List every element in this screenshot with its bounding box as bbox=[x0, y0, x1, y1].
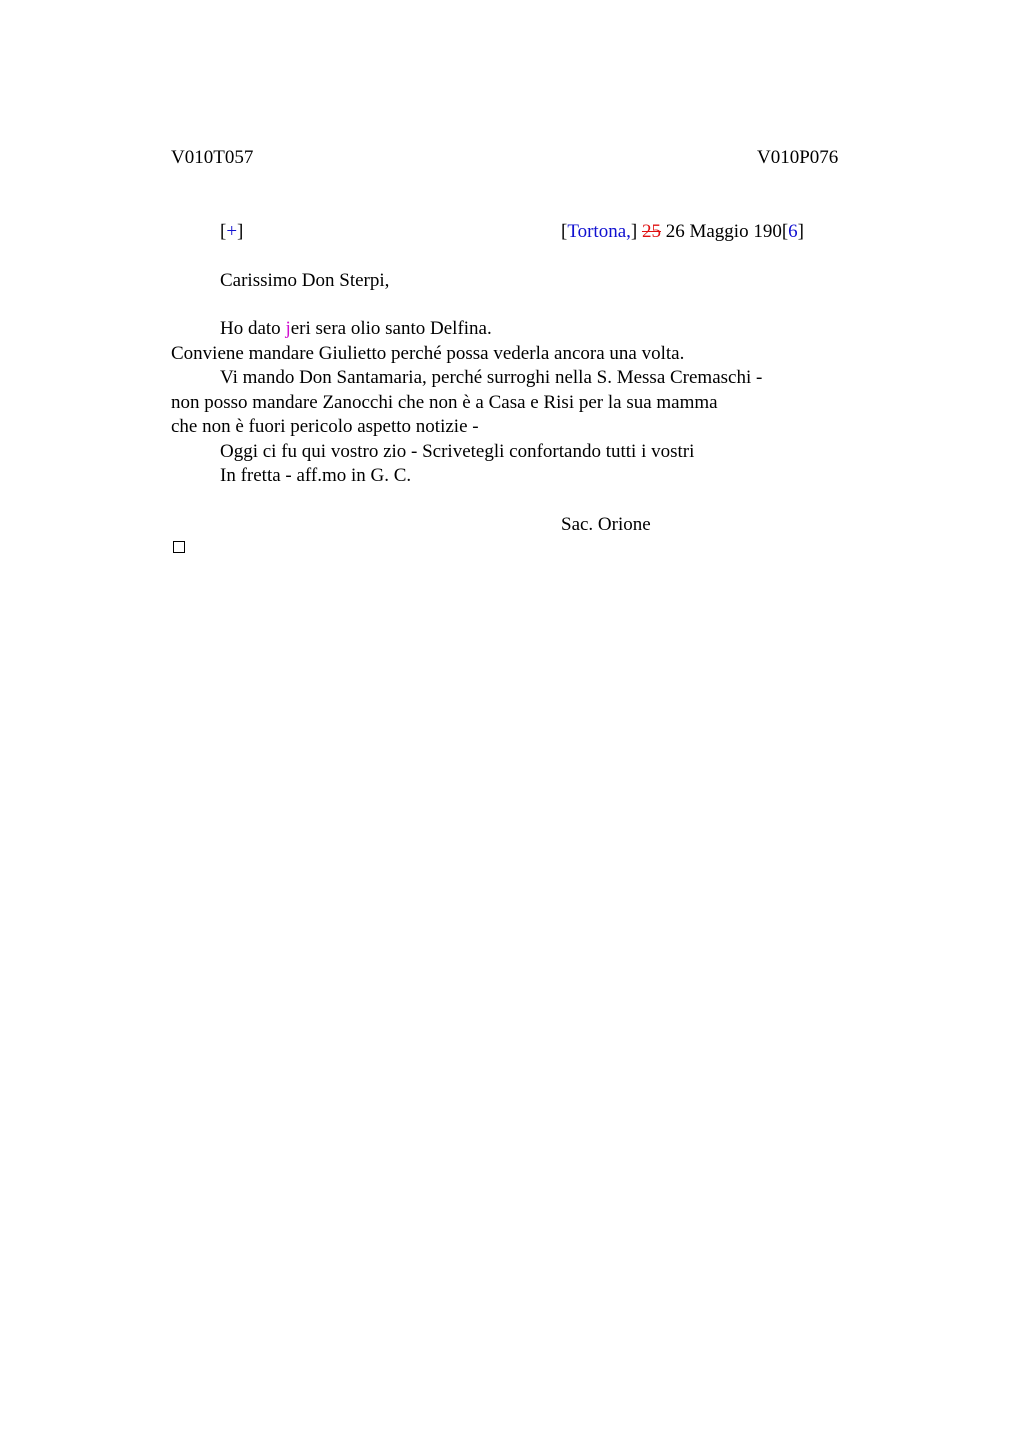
document-code-left: V010T057 bbox=[171, 147, 254, 168]
body-line-3: Vi mando Don Santamaria, perché surroghi nella S. Messa Cremaschi - bbox=[220, 367, 763, 388]
body-line-5: che non è fuori pericolo aspetto notizie - bbox=[171, 416, 479, 437]
end-marker-box bbox=[173, 541, 185, 553]
body-line-1-end: eri sera olio santo Delfina. bbox=[290, 318, 492, 339]
body-line-1 bbox=[220, 317, 492, 341]
dateline-close-bracket: ] bbox=[630, 221, 638, 242]
signature: Sac. Orione bbox=[561, 514, 651, 535]
body-line-2: Conviene mandare Giulietto perché possa vederla ancora una volta. bbox=[171, 343, 685, 364]
dateline-open-bracket: [ bbox=[561, 221, 568, 242]
body-line-4: non posso mandare Zanocchi che non è a Casa e Risi per la sua mamma bbox=[171, 392, 718, 413]
cross-symbol: + bbox=[226, 221, 238, 242]
year-open-bracket: [ bbox=[781, 221, 789, 242]
dateline-date: 26 Maggio 190 bbox=[665, 221, 782, 242]
body-line-7: In fretta - aff.mo in G. C. bbox=[220, 465, 412, 486]
salutation: Carissimo Don Sterpi, bbox=[220, 270, 390, 291]
cross-open-bracket: [ bbox=[220, 221, 227, 242]
body-line-6: Oggi ci fu qui vostro zio - Scrivetegli confortando tutti i vostri bbox=[220, 441, 695, 462]
cross-mark bbox=[220, 220, 243, 244]
corrected-letter: j bbox=[285, 318, 291, 339]
dateline-place: Tortona, bbox=[567, 221, 631, 242]
document-code-right: V010P076 bbox=[757, 147, 839, 168]
body-line-1-start: Ho dato bbox=[220, 318, 286, 339]
dateline bbox=[561, 220, 804, 244]
year-digit: 6 bbox=[788, 221, 798, 242]
cross-close-bracket: ] bbox=[237, 221, 244, 242]
dateline-struck-day: 25 bbox=[641, 221, 661, 242]
year-close-bracket: ] bbox=[797, 221, 804, 242]
